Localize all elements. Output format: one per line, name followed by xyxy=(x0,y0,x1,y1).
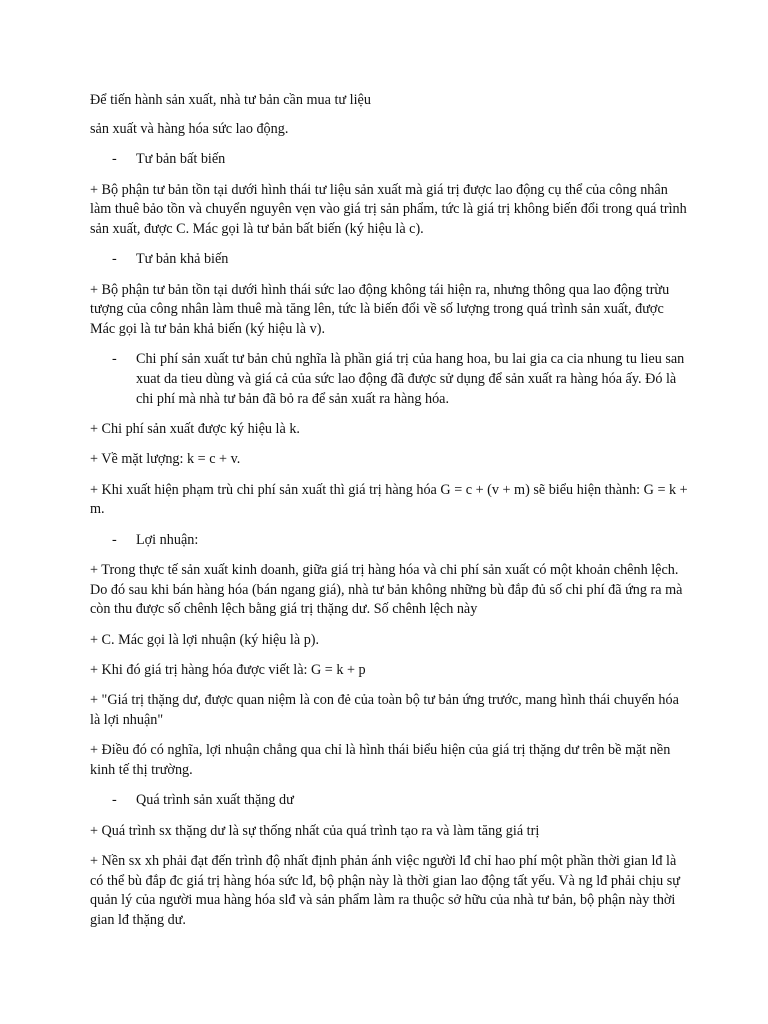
paragraph: + Quá trình sx thặng dư là sự thống nhất của quá trình tạo ra và làm tăng giá trị xyxy=(90,822,540,839)
bullet-dash: - xyxy=(112,531,117,548)
paragraph: Để tiến hành sản xuất, nhà tư bản cần mua tư liệu xyxy=(90,92,371,108)
bullet-item xyxy=(90,150,690,170)
bullet-text: Quá trình sản xuất thặng dư xyxy=(136,792,294,809)
bullet-dash: - xyxy=(112,351,117,368)
bullet-text: Tư bản khả biến xyxy=(136,251,229,268)
paragraph: + Bộ phận tư bản tồn tại dưới hình thái tư liệu sản xuất mà giá trị được lao động cụ thể của công nhân làm thuê bảo tồn và chuyển nguyên vẹn vào giá trị sản phẩm, tức là giá trị không biến đổi trong quá trình sản xuất, được C. Mác gọi là tư bản bất biến (ký hiệu là c). xyxy=(90,181,687,237)
bullet-dash: - xyxy=(112,151,117,168)
paragraph: sản xuất và hàng hóa sức lao động. xyxy=(90,120,289,137)
paragraph: + Về mặt lượng: k = c + v. xyxy=(90,451,241,468)
bullet-dash: - xyxy=(112,251,117,268)
paragraph: + Trong thực tế sản xuất kinh doanh, giữa giá trị hàng hóa và chi phí sản xuất có một khoản chênh lệch. Do đó sau khi bán hàng hóa (bán ngang giá), nhà tư bản không những bù đắp đủ số chi phí đã ứng ra mà còn thu được số chênh lệch bằng giá trị thặng dư. Số chênh lệch này xyxy=(90,562,683,618)
bullet-item xyxy=(90,350,690,409)
bullet-dash: - xyxy=(112,792,117,809)
paragraph: + "Giá trị thặng dư, được quan niệm là con đẻ của toàn bộ tư bản ứng trước, mang hình thái chuyển hóa là lợi nhuận" xyxy=(90,692,679,728)
paragraph: + Khi đó giá trị hàng hóa được viết là: G = k + p xyxy=(90,662,366,679)
bullet-item xyxy=(90,250,690,270)
bullet-text: Chi phí sản xuất tư bản chủ nghĩa là phần giá trị của hang hoa, bu lai gia ca cia nhung tu lieu san xuat da tieu dùng và giá cả của sức lao động đã được sử dụng để sản xuất ra hàng hóa ấy. Đó là chi phí mà nhà tư bản đã bỏ ra để sản xuất ra hàng hóa. xyxy=(136,351,685,407)
bullet-text: Lợi nhuận: xyxy=(136,531,199,548)
paragraph: + Chi phí sản xuất được ký hiệu là k. xyxy=(90,420,300,437)
paragraph: + Bộ phận tư bản tồn tại dưới hình thái sức lao động không tái hiện ra, nhưng thông qua lao động trừu tượng của công nhân làm thuê mà tăng lên, tức là biến đổi về số lượng trong quá trình sản xuất, được Mác gọi là tư bản khả biến (ký hiệu là v). xyxy=(90,281,670,337)
paragraph: + C. Mác gọi là lợi nhuận (ký hiệu là p). xyxy=(90,631,320,648)
paragraph: + Khi xuất hiện phạm trù chi phí sản xuất thì giá trị hàng hóa G = c + (v + m) sẽ biểu hiện thành: G = k + m. xyxy=(90,481,688,518)
bullet-item xyxy=(90,791,690,811)
bullet-text: Tư bản bất biến xyxy=(136,151,226,168)
document-page xyxy=(90,91,690,941)
bullet-item xyxy=(90,531,690,551)
paragraph: + Nền sx xh phải đạt đến trình độ nhất định phản ánh việc người lđ chỉ hao phí một phần thời gian lđ là có thể bù đắp đc giá trị hàng hóa sức lđ, bộ phận này là thời gian lao động tất yếu. Và ng lđ phải chịu sự quản lý của người mua hàng hóa slđ và sản phẩm làm ra thuộc sở hữu của nhà tư bản, bộ phận này thời gian lđ thặng dư. xyxy=(90,853,680,928)
paragraph: + Điều đó có nghĩa, lợi nhuận chẳng qua chỉ là hình thái biểu hiện của giá trị thặng dư trên bề mặt nền kinh tế thị trường. xyxy=(90,742,671,778)
